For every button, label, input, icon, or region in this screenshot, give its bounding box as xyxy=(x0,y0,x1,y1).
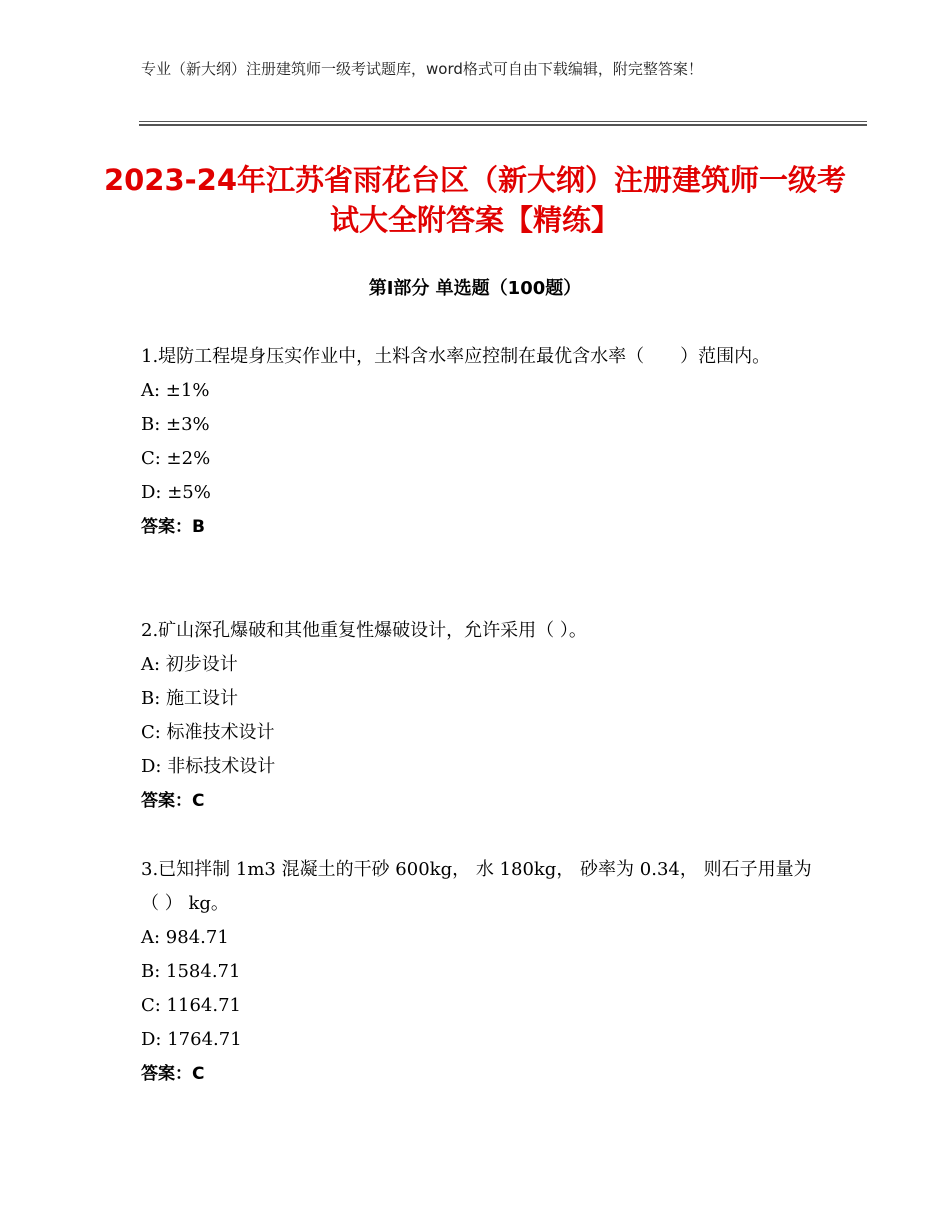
option-a: A: 初步设计 xyxy=(141,654,238,675)
option-b: B: 施工设计 xyxy=(141,688,239,709)
document-title: 2023-24年江苏省雨花台区（新大纲）注册建筑师一级考试大全附答案【精练】 xyxy=(103,163,847,237)
option-d: D: ±5% xyxy=(141,482,211,503)
option-b: B: ±3% xyxy=(141,414,210,435)
option-c: C: 标准技术设计 xyxy=(141,722,275,743)
question-stem: 3.已知拌制 1m3 混凝土的干砂 600kg， 水 180kg， 砂率为 0.34， 则石子用量为（ ） kg。 xyxy=(141,859,812,914)
option-a: A: ±1% xyxy=(141,380,210,401)
question-1 xyxy=(141,340,821,544)
answer: 答案：C xyxy=(141,1064,205,1084)
header-divider-thin xyxy=(139,121,867,122)
question-stem: 2.矿山深孔爆破和其他重复性爆破设计，允许采用（ ）。 xyxy=(141,620,587,641)
answer: 答案：C xyxy=(141,791,205,811)
header-note: 专业（新大纲）注册建筑师一级考试题库，word格式可自由下载编辑，附完整答案！ xyxy=(141,60,703,78)
header-divider-thick xyxy=(139,124,867,126)
question-stem: 1.堤防工程堤身压实作业中，土料含水率应控制在最优含水率（ ）范围内。 xyxy=(141,346,771,367)
question-3 xyxy=(141,853,821,1091)
option-d: D: 非标技术设计 xyxy=(141,756,276,777)
question-2 xyxy=(141,614,821,818)
section-title: 第Ⅰ部分 单选题（100题） xyxy=(368,278,582,299)
option-c: C: ±2% xyxy=(141,448,211,469)
answer: 答案：B xyxy=(141,517,205,537)
option-c: C: 1164.71 xyxy=(141,995,241,1016)
option-b: B: 1584.71 xyxy=(141,961,241,982)
option-d: D: 1764.71 xyxy=(141,1029,242,1050)
option-a: A: 984.71 xyxy=(141,927,229,948)
